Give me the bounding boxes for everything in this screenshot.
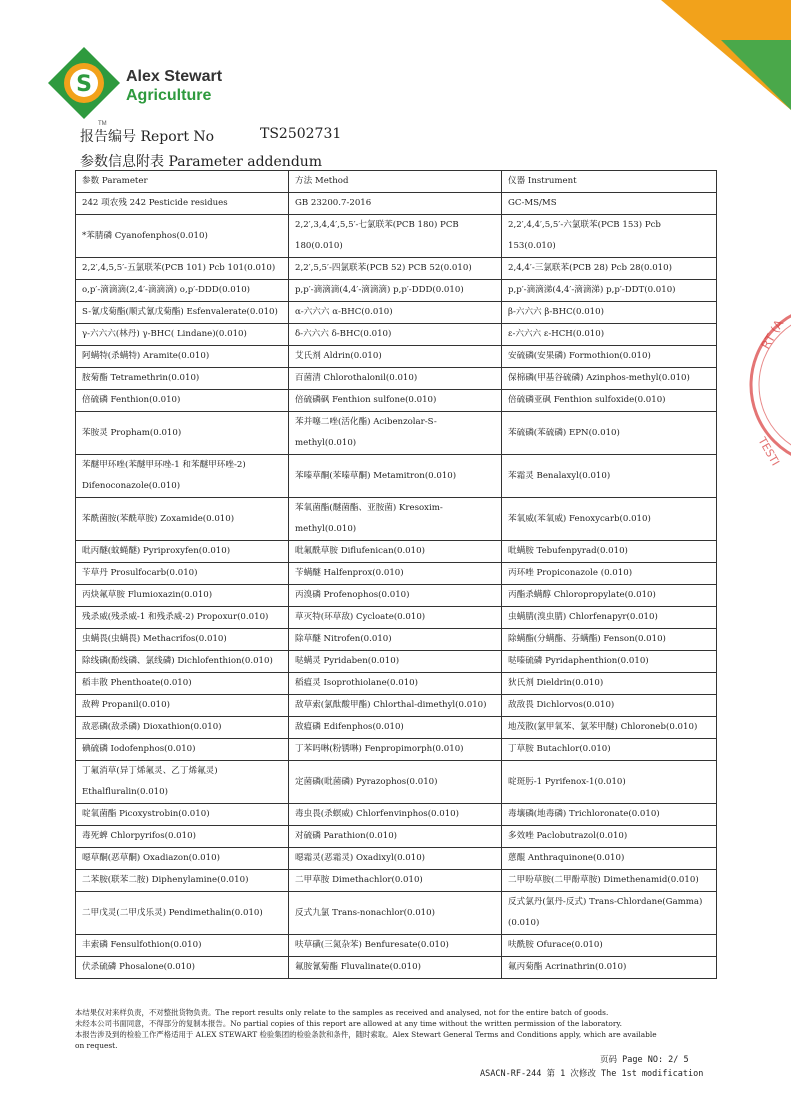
table-row [76, 651, 717, 673]
instrument-cell: 呋酰胺 Ofurace(0.010) [502, 935, 717, 957]
column-header-parameter: 参数 Parameter [76, 171, 289, 193]
table-row [76, 368, 717, 390]
svg-text:RT (A: RT (A [758, 317, 787, 352]
table-row [76, 324, 717, 346]
table-row [76, 498, 717, 541]
method-cell: 苯并噻二唑(活化酯) Acibenzolar-S-methyl(0.010) [289, 412, 502, 455]
instrument-cell: 吡螨胺 Tebufenpyrad(0.010) [502, 541, 717, 563]
parameter-cell: 苄草丹 Prosulfocarb(0.010) [76, 563, 289, 585]
instrument-cell: 虫螨腈(溴虫腈) Chlorfenapyr(0.010) [502, 607, 717, 629]
parameter-cell: 碘硫磷 Iodofenphos(0.010) [76, 739, 289, 761]
method-cell: 草灭特(环草敌) Cycloate(0.010) [289, 607, 502, 629]
method-cell: 稻瘟灵 Isoprothiolane(0.010) [289, 673, 502, 695]
parameter-cell: 吡丙醚(蚊蝇醚) Pyriproxyfen(0.010) [76, 541, 289, 563]
parameter-cell: 稻丰散 Phenthoate(0.010) [76, 673, 289, 695]
parameter-cell: S-氰戊菊酯(顺式氰戊菊酯) Esfenvalerate(0.010) [76, 302, 289, 324]
parameter-cell: 二苯胺(联苯二胺) Diphenylamine(0.010) [76, 870, 289, 892]
parameter-cell: 敌恶磷(敌杀磷) Dioxathion(0.010) [76, 717, 289, 739]
parameter-cell: 敌稗 Propanil(0.010) [76, 695, 289, 717]
table-row [76, 739, 717, 761]
method-cell: 艾氏剂 Aldrin(0.010) [289, 346, 502, 368]
parameter-cell: 胺菊酯 Tetramethrin(0.010) [76, 368, 289, 390]
table-row [76, 673, 717, 695]
table-row [76, 892, 717, 935]
disclaimer-notes [75, 1007, 725, 1051]
table-row [76, 563, 717, 585]
table-row [76, 346, 717, 368]
report-number-value: TS2502731 [260, 126, 342, 142]
instrument-cell: 丁草胺 Butachlor(0.010) [502, 739, 717, 761]
method-cell: 定菌磷(吡菌磷) Pyrazophos(0.010) [289, 761, 502, 804]
method-cell: GB 23200.7-2016 [289, 193, 502, 215]
table-row [76, 935, 717, 957]
lab-seal-stamp [746, 300, 791, 470]
parameter-cell: 242 项农残 242 Pesticide residues [76, 193, 289, 215]
parameter-cell: 丙炔氟草胺 Flumioxazin(0.010) [76, 585, 289, 607]
table-header-row [76, 171, 717, 193]
parameter-cell: 毒死蜱 Chlorpyrifos(0.010) [76, 826, 289, 848]
method-cell: 噁霜灵(恶霜灵) Oxadixyl(0.010) [289, 848, 502, 870]
table-row [76, 695, 717, 717]
form-code: ASACN-RF-244 第 1 次修改 The 1st modification [480, 1069, 704, 1079]
method-cell: 反式九氯 Trans-nonachlor(0.010) [289, 892, 502, 935]
parameter-cell: 2,2′,4,5,5′-五氯联苯(PCB 101) Pcb 101(0.010) [76, 258, 289, 280]
disclaimer-line-1: 本结果仅对来样负责，不对整批货物负责。The report results only relate to the samples as received and analysed, not for the entire batch of goods. [75, 1008, 609, 1017]
instrument-cell: 丙酯杀螨醇 Chloropropylate(0.010) [502, 585, 717, 607]
parameter-cell: 丰索磷 Fensulfothion(0.010) [76, 935, 289, 957]
method-cell: p,p′-滴滴滴(4,4′-滴滴滴) p,p′-DDD(0.010) [289, 280, 502, 302]
instrument-cell: 2,2′,4,4′,5,5′-六氯联苯(PCB 153) Pcb 153(0.010) [502, 215, 717, 258]
instrument-cell: 反式氯丹(氯丹-反式) Trans-Chlordane(Gamma)(0.010) [502, 892, 717, 935]
instrument-cell: 哒嗪硫磷 Pyridaphenthion(0.010) [502, 651, 717, 673]
method-cell: 哒螨灵 Pyridaben(0.010) [289, 651, 502, 673]
trademark-mark: TM [98, 121, 107, 125]
table-row [76, 215, 717, 258]
method-cell: 丁苯吗啉(粉锈啉) Fenpropimorph(0.010) [289, 739, 502, 761]
method-cell: 吡氟酰草胺 Diflufenican(0.010) [289, 541, 502, 563]
disclaimer-line-4: on request. [75, 1041, 118, 1050]
table-row [76, 193, 717, 215]
company-logo [46, 45, 286, 125]
table-row [76, 412, 717, 455]
parameter-cell: 倍硫磷 Fenthion(0.010) [76, 390, 289, 412]
method-cell: 百菌清 Chlorothalonil(0.010) [289, 368, 502, 390]
method-cell: 苄螨醚 Halfenprox(0.010) [289, 563, 502, 585]
instrument-cell: 安硫磷(安果磷) Formothion(0.010) [502, 346, 717, 368]
parameter-cell: 虫螨畏(虫螨畏) Methacrifos(0.010) [76, 629, 289, 651]
method-cell: 二甲草胺 Dimethachlor(0.010) [289, 870, 502, 892]
table-row [76, 390, 717, 412]
corner-decoration [661, 0, 791, 120]
table-row [76, 717, 717, 739]
method-cell: 敌草索(氯酞酸甲酯) Chlorthal-dimethyl(0.010) [289, 695, 502, 717]
table-row [76, 455, 717, 498]
method-cell: 除草醚 Nitrofen(0.010) [289, 629, 502, 651]
instrument-cell: 蒽醌 Anthraquinone(0.010) [502, 848, 717, 870]
parameter-cell: 苯醚甲环唑(苯醚甲环唑-1 和苯醚甲环唑-2) Difenoconazole(0.010) [76, 455, 289, 498]
table-row [76, 585, 717, 607]
instrument-cell: 倍硫磷亚砜 Fenthion sulfoxide(0.010) [502, 390, 717, 412]
instrument-cell: 保棉磷(甲基谷硫磷) Azinphos-methyl(0.010) [502, 368, 717, 390]
parameter-cell: 伏杀硫磷 Phosalone(0.010) [76, 957, 289, 979]
table-row [76, 541, 717, 563]
parameter-cell: 苯胺灵 Propham(0.010) [76, 412, 289, 455]
parameter-cell: o,p′-滴滴滴(2,4′-滴滴滴) o,p′-DDD(0.010) [76, 280, 289, 302]
parameter-table-body [76, 171, 717, 979]
instrument-cell: 2,4,4′-三氯联苯(PCB 28) Pcb 28(0.010) [502, 258, 717, 280]
parameter-cell: 丁氟消草(异丁烯氟灵、乙丁烯氟灵) Ethalfluralin(0.010) [76, 761, 289, 804]
parameter-cell: *苯腈磷 Cyanofenphos(0.010) [76, 215, 289, 258]
instrument-cell: 狄氏剂 Dieldrin(0.010) [502, 673, 717, 695]
instrument-cell: 除螨酯(分螨酯、芬螨酯) Fenson(0.010) [502, 629, 717, 651]
instrument-cell: β-六六六 β-BHC(0.010) [502, 302, 717, 324]
instrument-cell: GC-MS/MS [502, 193, 717, 215]
company-name-line2: Agriculture [126, 87, 212, 104]
parameter-cell: 二甲戊灵(二甲戊乐灵) Pendimethalin(0.010) [76, 892, 289, 935]
method-cell: δ-六六六 δ-BHC(0.010) [289, 324, 502, 346]
parameter-table [75, 170, 717, 979]
instrument-cell: 苯氧威(苯氧威) Fenoxycarb(0.010) [502, 498, 717, 541]
report-number-line [80, 126, 342, 146]
disclaimer-line-3: 本报告涉及到的检验工作严格适用于 ALEX STEWART 检验集团的检验条款和条件，随时索取。Alex Stewart General Terms and Conditions apply, which are available [75, 1030, 657, 1039]
method-cell: 2,2′,5,5′-四氯联苯(PCB 52) PCB 52(0.010) [289, 258, 502, 280]
method-cell: 2,2′,3,4,4′,5,5′-七氯联苯(PCB 180) PCB 180(0.010) [289, 215, 502, 258]
svg-text:TESTI: TESTI [755, 435, 782, 469]
table-row [76, 761, 717, 804]
parameter-cell: 阿螨特(杀螨特) Aramite(0.010) [76, 346, 289, 368]
column-header-method: 方法 Method [289, 171, 502, 193]
method-cell: 敌瘟磷 Edifenphos(0.010) [289, 717, 502, 739]
instrument-cell: 苯霜灵 Benalaxyl(0.010) [502, 455, 717, 498]
addendum-title: 参数信息附表 Parameter addendum [80, 154, 323, 170]
parameter-cell: 苯酰菌胺(苯酰草胺) Zoxamide(0.010) [76, 498, 289, 541]
method-cell: 对硫磷 Parathion(0.010) [289, 826, 502, 848]
company-name-line1: Alex Stewart [126, 68, 223, 85]
method-cell: 丙溴磷 Profenophos(0.010) [289, 585, 502, 607]
parameter-cell: 噁草酮(恶草酮) Oxadiazon(0.010) [76, 848, 289, 870]
svg-text:S: S [76, 72, 92, 97]
parameter-cell: γ-六六六(林丹) γ-BHC( Lindane)(0.010) [76, 324, 289, 346]
instrument-cell: ε-六六六 ε-HCH(0.010) [502, 324, 717, 346]
parameter-cell: 除线磷(酚线磷、氯线磷) Dichlofenthion(0.010) [76, 651, 289, 673]
table-row [76, 870, 717, 892]
table-row [76, 957, 717, 979]
table-row [76, 607, 717, 629]
disclaimer-line-2: 未经本公司书面同意，不得部分的复制本报告。No partial copies of this report are allowed at any time without the written permission of the laboratory. [75, 1019, 622, 1028]
table-row [76, 302, 717, 324]
parameter-cell: 残杀威(残杀威-1 和残杀威-2) Propoxur(0.010) [76, 607, 289, 629]
instrument-cell: 多效唑 Paclobutrazol(0.010) [502, 826, 717, 848]
instrument-cell: 毒壤磷(地毒磷) Trichloronate(0.010) [502, 804, 717, 826]
method-cell: 毒虫畏(杀螟威) Chlorfenvinphos(0.010) [289, 804, 502, 826]
instrument-cell: 丙环唑 Propiconazole (0.010) [502, 563, 717, 585]
instrument-cell: 苯硫磷(苯硫磷) EPN(0.010) [502, 412, 717, 455]
column-header-instrument: 仪器 Instrument [502, 171, 717, 193]
instrument-cell: p,p′-滴滴涕(4,4′-滴滴涕) p,p′-DDT(0.010) [502, 280, 717, 302]
instrument-cell: 氟丙菊酯 Acrinathrin(0.010) [502, 957, 717, 979]
method-cell: 苯嗪草酮(苯嗪草酮) Metamitron(0.010) [289, 455, 502, 498]
page-number: 页码 Page NO: 2/ 5 [600, 1055, 689, 1065]
instrument-cell: 敌敌畏 Dichlorvos(0.010) [502, 695, 717, 717]
report-number-label: 报告编号 Report No [80, 129, 215, 145]
method-cell: 倍硫磷砜 Fenthion sulfone(0.010) [289, 390, 502, 412]
table-row [76, 826, 717, 848]
instrument-cell: 啶斑肟-1 Pyrifenox-1(0.010) [502, 761, 717, 804]
table-row [76, 804, 717, 826]
table-row [76, 280, 717, 302]
method-cell: α-六六六 α-BHC(0.010) [289, 302, 502, 324]
table-row [76, 258, 717, 280]
parameter-cell: 啶氧菌酯 Picoxystrobin(0.010) [76, 804, 289, 826]
method-cell: 呋草磺(三氮杂苯) Benfuresate(0.010) [289, 935, 502, 957]
table-row [76, 629, 717, 651]
method-cell: 氟胺氰菊酯 Fluvalinate(0.010) [289, 957, 502, 979]
instrument-cell: 二甲吩草胺(二甲酚草胺) Dimethenamid(0.010) [502, 870, 717, 892]
table-row [76, 848, 717, 870]
method-cell: 苯氧菌酯(醚菌酯、亚胺菌) Kresoxim-methyl(0.010) [289, 498, 502, 541]
instrument-cell: 地茂散(氯甲氧苯、氯苯甲醚) Chloroneb(0.010) [502, 717, 717, 739]
